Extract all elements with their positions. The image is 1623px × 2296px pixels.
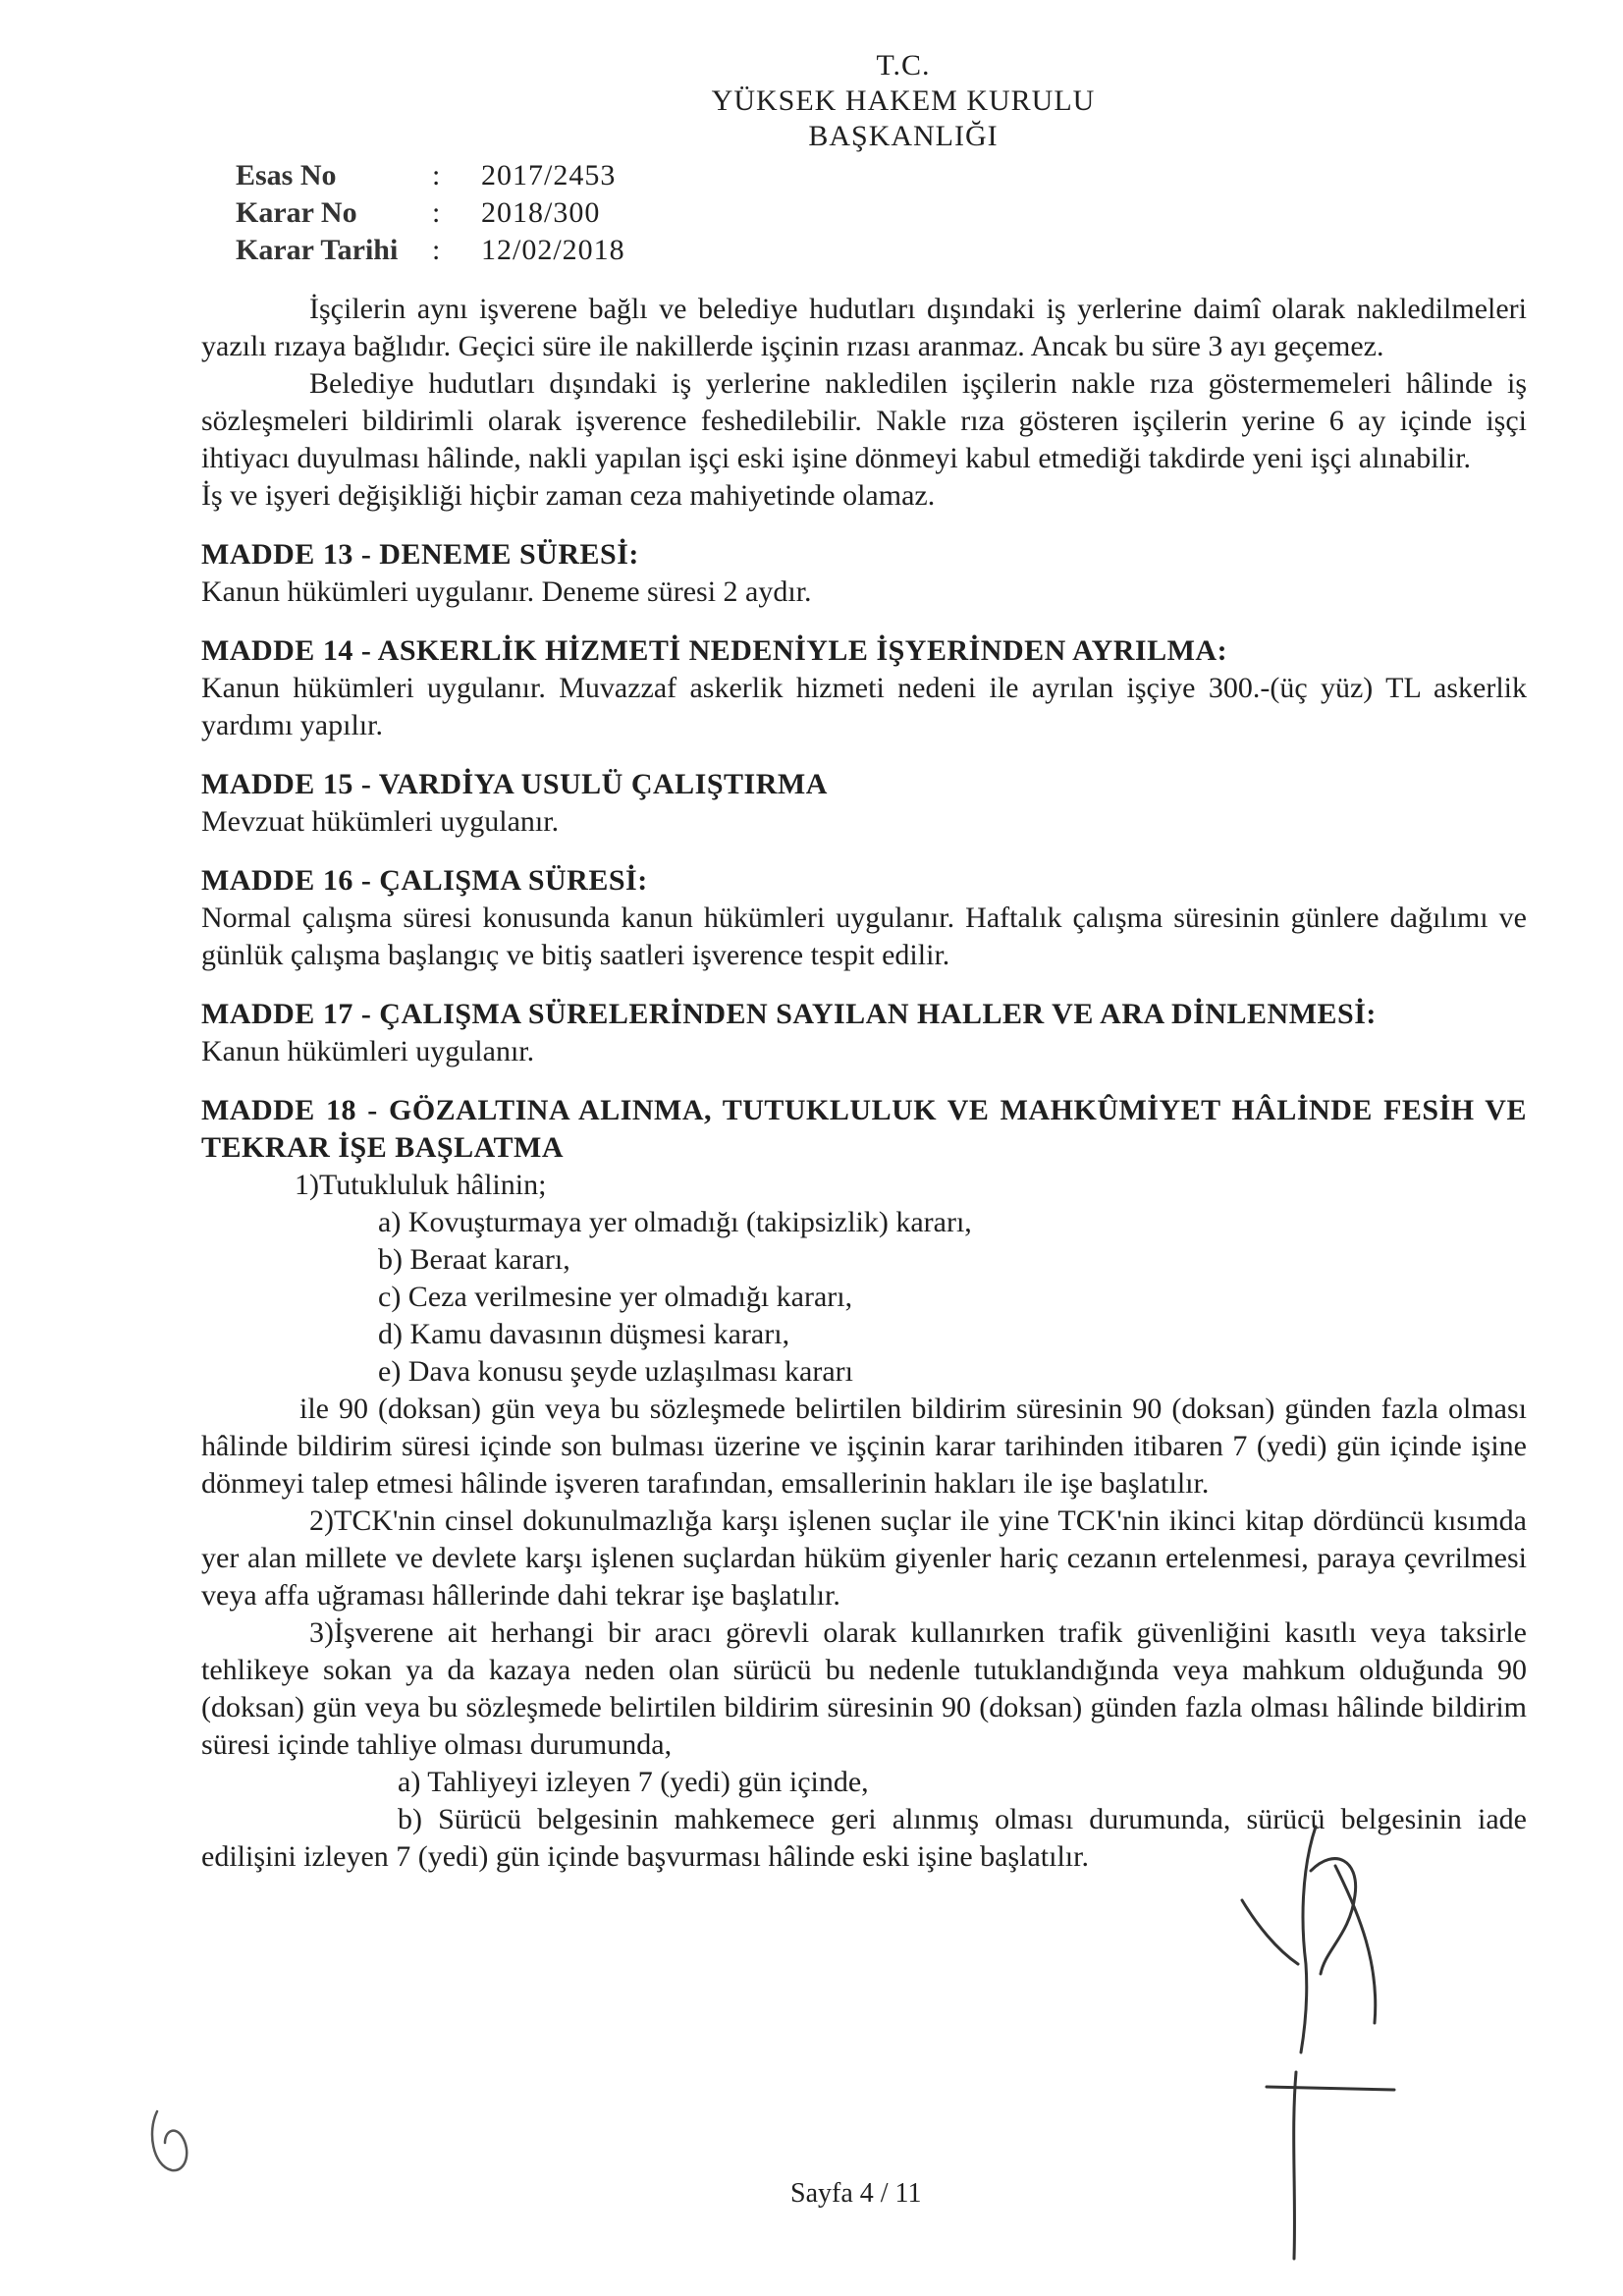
header-office: BAŞKANLIĞI — [808, 120, 999, 152]
list-item: a) Kovuşturmaya yer olmadığı (takipsizlik) kararı, — [378, 1206, 972, 1238]
article-13-text: Kanun hükümleri uygulanır. Deneme süresi 2 aydır. — [201, 575, 812, 608]
list-item: a) Tahliyeyi izleyen 7 (yedi) gün içinde, — [398, 1766, 869, 1798]
article-15-text: Mevzuat hükümleri uygulanır. — [201, 805, 560, 838]
decision-date-value: 12/02/2018 — [481, 234, 625, 266]
article-16-heading: MADDE 16 - ÇALIŞMA SÜRESİ: — [201, 864, 648, 897]
page-number: Sayfa 4 / 11 — [790, 2178, 922, 2209]
colon: : — [432, 159, 441, 191]
header-institution: YÜKSEK HAKEM KURULU — [711, 84, 1096, 117]
decision-number-label: Karar No — [236, 196, 357, 229]
decision-date-row — [236, 232, 625, 269]
colon: : — [432, 234, 441, 266]
decision-number-row — [236, 194, 625, 232]
header-tc: T.C. — [876, 49, 931, 82]
article-16-text: Normal çalışma süresi konusunda kanun hükümleri uygulanır. Haftalık çalışma süresinin günlere dağılımı ve günlük çalışma başlangıç ve bitiş saatleri işverence tespit edilir. — [201, 902, 1527, 971]
article-14-text: Kanun hükümleri uygulanır. Muvazzaf askerlik hizmeti nedeni ile ayrılan işçiye 300.-(üç yüz) TL askerlik yardımı yapılır. — [201, 672, 1527, 741]
article-18-heading: MADDE 18 - GÖZALTINA ALINMA, TUTUKLULUK VE MAHKÛMİYET HÂLİNDE FESİH VE TEKRAR İŞE BAŞLATMA — [201, 1094, 1527, 1164]
paragraph: 3)İşverene ait herhangi bir aracı görevli olarak kullanırken trafik güvenliğini kasıtlı veya taksirle tehlikeye sokan ya da kazaya neden olan sürücü bu nedenle tutuklandığında veya mahkum olduğunda 90 (doksan) gün veya bu sözleşmede belirtilen bildirim süresinin 90 (doksan) günden fazla olması hâlinde bildirim süresi içinde tahliye olması durumunda, — [201, 1616, 1527, 1761]
article-14-heading: MADDE 14 - ASKERLİK HİZMETİ NEDENİYLE İŞYERİNDEN AYRILMA: — [201, 634, 1228, 667]
paragraph: b) Sürücü belgesinin mahkemece geri alınmış olması durumunda, sürücü belgesinin iade edilişini izleyen 7 (yedi) gün içinde başvurması hâlinde eski işine başlatılır. — [201, 1803, 1527, 1873]
decision-date-label: Karar Tarihi — [236, 234, 399, 266]
paragraph: Belediye hudutları dışındaki iş yerlerine nakledilen işçilerin nakle rıza göstermemeleri hâlinde iş sözleşmeleri bildirimli olarak işverence feshedilebilir. Nakle rıza gösteren işçilerin yerine 6 ay içinde işçi ihtiyacı duyulması hâlinde, nakli yapılan işçi eski işine dönmeyi kabul etmediği takdirde yeni işçi alınabilir. — [201, 367, 1527, 474]
list-item: c) Ceza verilmesine yer olmadığı kararı, — [378, 1281, 853, 1313]
decision-number-value: 2018/300 — [481, 196, 601, 229]
list-item: b) Beraat kararı, — [378, 1243, 570, 1276]
colon: : — [432, 196, 441, 229]
paragraph: ile 90 (doksan) gün veya bu sözleşmede belirtilen bildirim süresinin 90 (doksan) günden fazla olması hâlinde bildirim süresi içinde son bulması üzerine ve işçinin karar tarihinden itibaren 7 (yedi) gün içinde işine dönmeyi talep etmesi hâlinde işveren tarafından, emsallerinin hakları ile işe başlatılır. — [201, 1393, 1527, 1500]
case-number-value: 2017/2453 — [481, 159, 617, 191]
article-18-intro: 1)Tutukluluk hâlinin; — [295, 1169, 547, 1201]
case-number-label: Esas No — [236, 159, 337, 191]
article-13-heading: MADDE 13 - DENEME SÜRESİ: — [201, 538, 639, 571]
page-mark-icon — [152, 2111, 187, 2170]
case-info — [236, 157, 625, 269]
article-17-heading: MADDE 17 - ÇALIŞMA SÜRELERİNDEN SAYILAN HALLER VE ARA DİNLENMESİ: — [201, 998, 1377, 1030]
list-item: d) Kamu davasının düşmesi kararı, — [378, 1318, 790, 1350]
list-item: e) Dava konusu şeyde uzlaşılması kararı — [378, 1355, 853, 1388]
document-body — [201, 291, 1527, 1876]
paragraph: İşçilerin aynı işverene bağlı ve belediye hudutları dışındaki iş yerlerine daimî olarak nakledilmeleri yazılı rızaya bağlıdır. Geçici süre ile nakillerde işçinin rızası aranmaz. Ancak bu süre 3 ayı geçemez. — [201, 293, 1527, 362]
paragraph: İş ve işyeri değişikliği hiçbir zaman ceza mahiyetinde olamaz. — [201, 479, 936, 512]
case-number-row — [236, 157, 625, 194]
paragraph: 2)TCK'nin cinsel dokunulmazlığa karşı işlenen suçlar ile yine TCK'nin ikinci kitap dördüncü kısımda yer alan millete ve devlete karşı işlenen suçlardan hüküm giyenler hariç cezanın ertelenmesi, paraya çevrilmesi veya affa uğraması hâllerinde dahi tekrar işe başlatılır. — [201, 1504, 1527, 1612]
article-17-text: Kanun hükümleri uygulanır. — [201, 1035, 535, 1067]
article-15-heading: MADDE 15 - VARDİYA USULÜ ÇALIŞTIRMA — [201, 768, 828, 800]
